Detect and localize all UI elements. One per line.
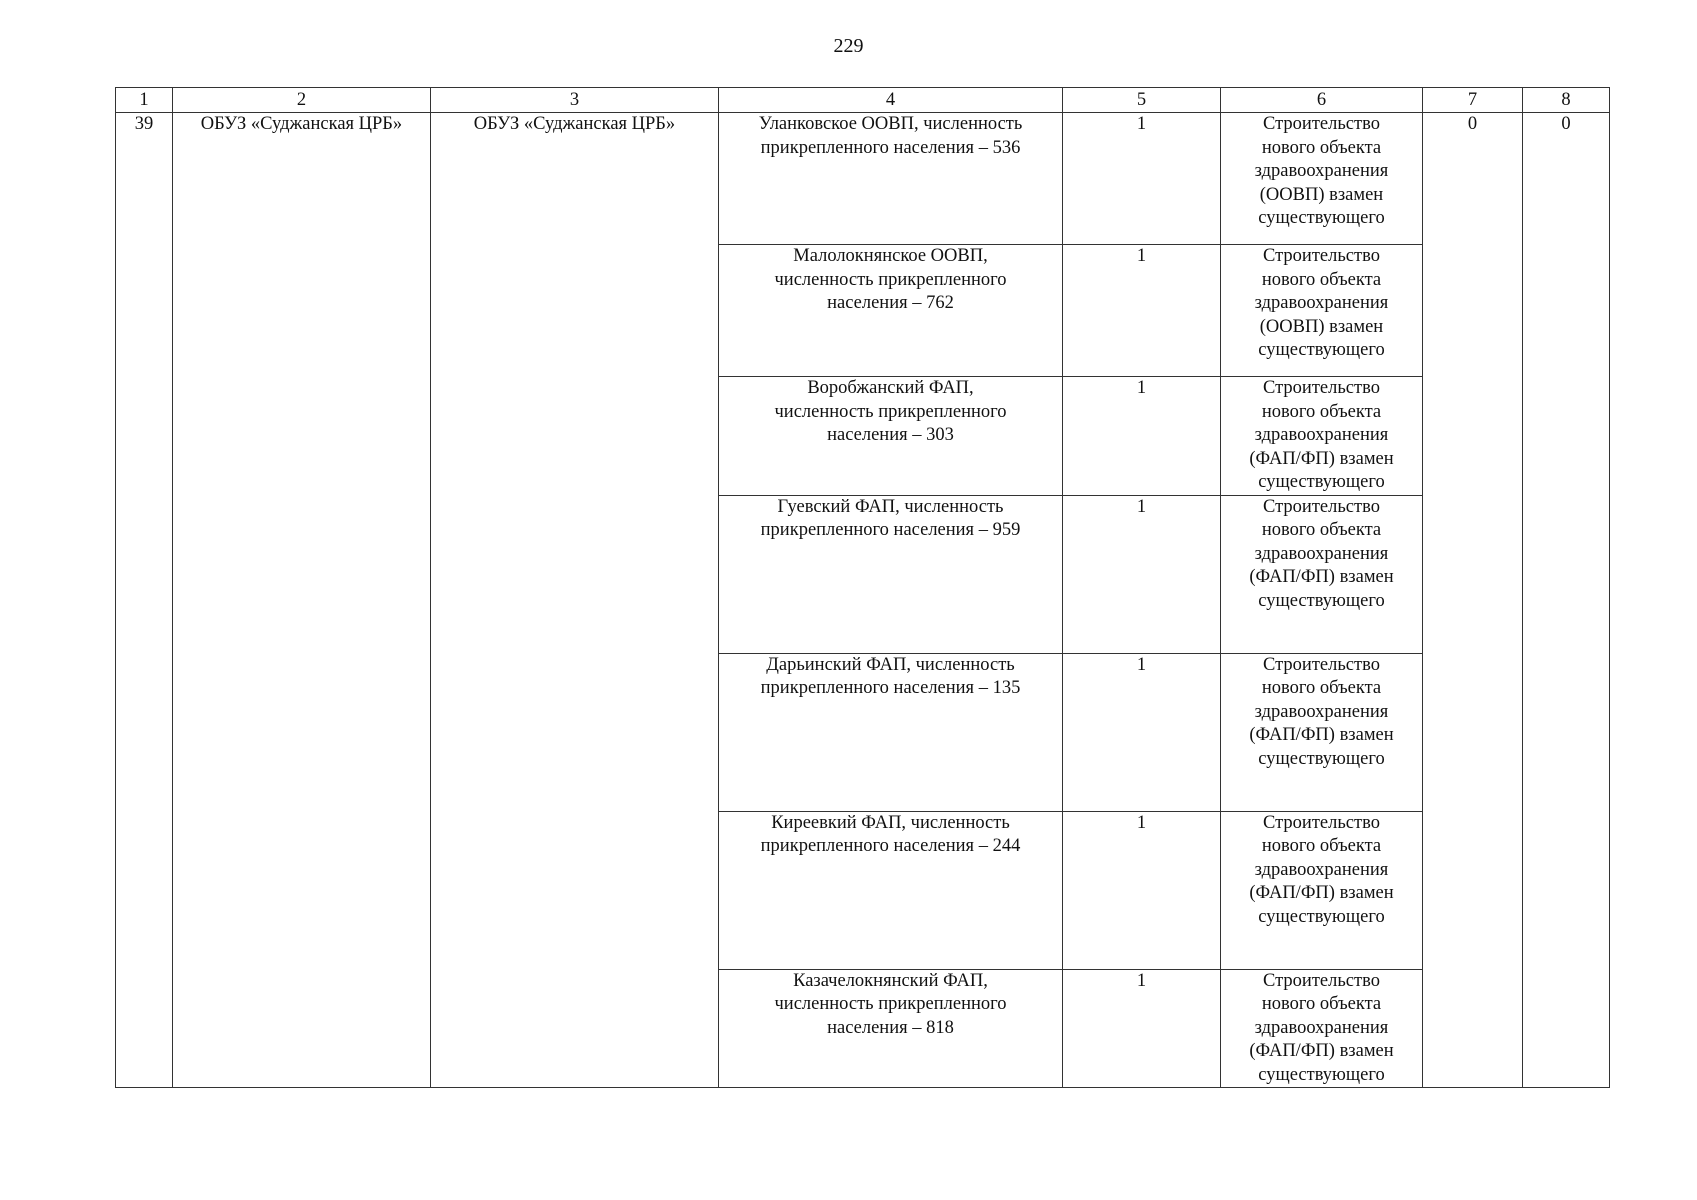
header-cell-7: 7 [1423,88,1523,113]
facility-cell: Казачелокнянский ФАП, численность прикрепленного населения – 818 [719,969,1063,1088]
facility-cell: Дарьинский ФАП, численность прикрепленного населения – 135 [719,653,1063,811]
facility-cell: Гуевский ФАП, численность прикрепленного населения – 959 [719,495,1063,653]
facility-cell: Киреевкий ФАП, численность прикрепленного населения – 244 [719,811,1063,969]
work-type-cell: Строительство нового объекта здравоохранения (ФАП/ФП) взамен существующего [1221,653,1423,811]
work-type-cell: Строительство нового объекта здравоохранения (ФАП/ФП) взамен существующего [1221,377,1423,496]
count-cell: 1 [1063,495,1221,653]
work-type-cell: Строительство нового объекта здравоохранения (ФАП/ФП) взамен существующего [1221,495,1423,653]
header-cell-6: 6 [1221,88,1423,113]
count-cell: 1 [1063,245,1221,377]
col8-value: 0 [1523,113,1610,1088]
page-number: 229 [833,35,864,57]
count-cell: 1 [1063,811,1221,969]
header-cell-5: 5 [1063,88,1221,113]
work-type-cell: Строительство нового объекта здравоохранения (ООВП) взамен существующего [1221,113,1423,245]
header-cell-2: 2 [173,88,431,113]
customer-cell: ОБУЗ «Суджанская ЦРБ» [431,113,719,1088]
count-cell: 1 [1063,377,1221,496]
facility-cell: Малолокнянское ООВП, численность прикрепленного населения – 762 [719,245,1063,377]
count-cell: 1 [1063,653,1221,811]
header-row [116,88,1610,113]
work-type-cell: Строительство нового объекта здравоохранения (ФАП/ФП) взамен существующего [1221,969,1423,1088]
table-row [116,113,1610,245]
row-number: 39 [116,113,173,1088]
header-cell-4: 4 [719,88,1063,113]
work-type-cell: Строительство нового объекта здравоохранения (ООВП) взамен существующего [1221,245,1423,377]
work-type-cell: Строительство нового объекта здравоохранения (ФАП/ФП) взамен существующего [1221,811,1423,969]
count-cell: 1 [1063,113,1221,245]
header-cell-3: 3 [431,88,719,113]
facility-cell: Уланковское ООВП, численность прикрепленного населения – 536 [719,113,1063,245]
count-cell: 1 [1063,969,1221,1088]
col7-value: 0 [1423,113,1523,1088]
header-cell-8: 8 [1523,88,1610,113]
facility-cell: Воробжанский ФАП, численность прикрепленного населения – 303 [719,377,1063,496]
organization-cell: ОБУЗ «Суджанская ЦРБ» [173,113,431,1088]
header-cell-1: 1 [116,88,173,113]
facilities-table [115,87,1610,1088]
